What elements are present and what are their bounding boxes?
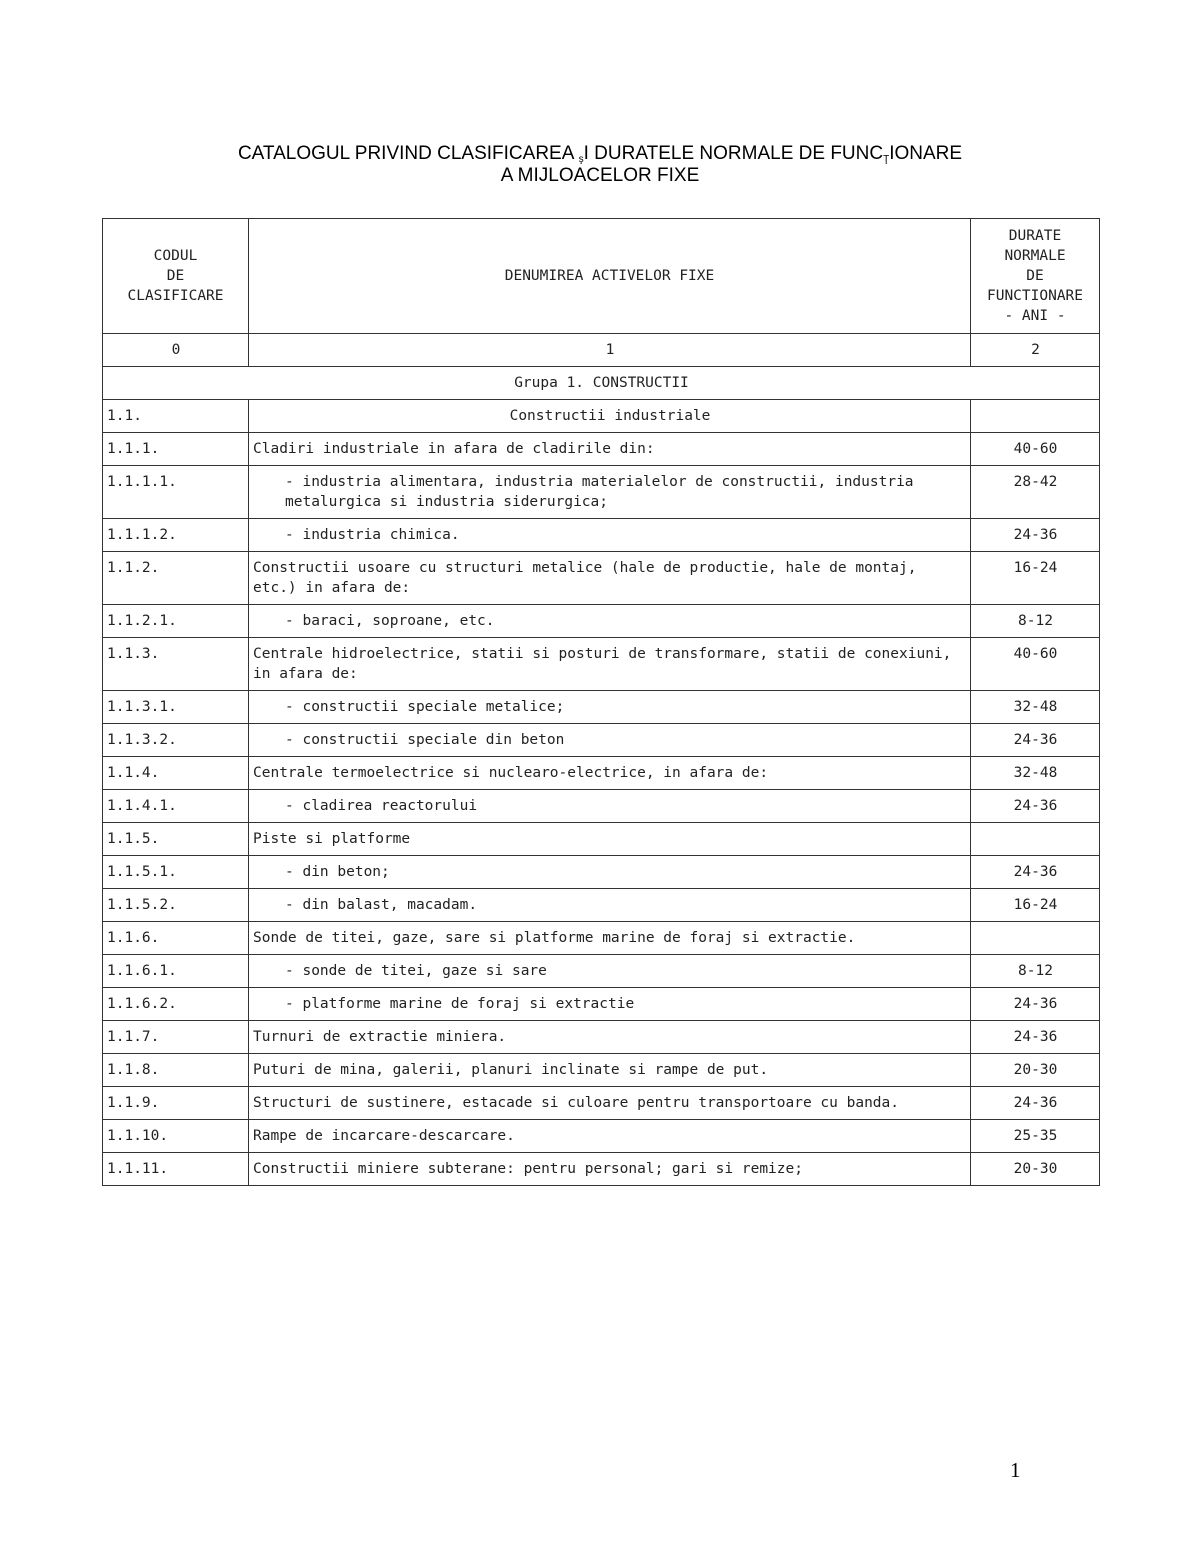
title-text-c: IONARE [889, 143, 963, 164]
table-header-row [103, 219, 1100, 334]
row-years-text: 24-36 [1013, 1029, 1058, 1045]
table-row [103, 552, 1100, 605]
row-name [249, 605, 971, 638]
table-row [103, 519, 1100, 552]
row-years [971, 889, 1100, 922]
row-years-text: 28-42 [1013, 474, 1058, 490]
row-name [249, 724, 971, 757]
row-years-text: 24-36 [1013, 798, 1058, 814]
classification-table [102, 218, 1100, 1186]
row-code [103, 400, 249, 433]
table-row [103, 922, 1100, 955]
row-name-text: - industria alimentara, industria materialelor de constructii, industria metalurgica si industria siderurgica; [285, 474, 923, 510]
row-years [971, 1021, 1100, 1054]
row-code [103, 790, 249, 823]
row-code [103, 552, 249, 605]
row-code-text: 1.1.2.1. [107, 613, 177, 629]
row-name-text: Constructii miniere subterane: pentru personal; gari si remize; [253, 1161, 803, 1177]
row-name [249, 757, 971, 790]
row-name-text: Sonde de titei, gaze, sare si platforme marine de foraj si extractie. [253, 930, 856, 946]
row-years [971, 988, 1100, 1021]
row-code-text: 1.1.3.1. [107, 699, 177, 715]
row-name [249, 823, 971, 856]
row-code-text: 1.1.4.1. [107, 798, 177, 814]
row-name [249, 1153, 971, 1186]
group-row [103, 367, 1100, 400]
row-code [103, 519, 249, 552]
table-row [103, 988, 1100, 1021]
row-years [971, 691, 1100, 724]
row-name [249, 691, 971, 724]
row-years [971, 466, 1100, 519]
row-name-text: Rampe de incarcare-descarcare. [253, 1128, 515, 1144]
row-name [249, 1054, 971, 1087]
table-row [103, 724, 1100, 757]
row-name-text: - din balast, macadam. [285, 897, 478, 913]
row-years [971, 1054, 1100, 1087]
row-code [103, 1120, 249, 1153]
table-row [103, 757, 1100, 790]
row-years-text: 24-36 [1013, 996, 1058, 1012]
row-years [971, 856, 1100, 889]
row-name-text: Puturi de mina, galerii, planuri inclinate si rampe de put. [253, 1062, 769, 1078]
row-years-text: 24-36 [1013, 1095, 1058, 1111]
row-code [103, 1153, 249, 1186]
row-name [249, 638, 971, 691]
table-row [103, 433, 1100, 466]
table-row [103, 823, 1100, 856]
row-years [971, 519, 1100, 552]
row-code-text: 1.1.6.2. [107, 996, 177, 1012]
row-code-text: 1.1.8. [107, 1062, 160, 1078]
row-years [971, 1087, 1100, 1120]
row-name-text: Constructii usoare cu structuri metalice (hale de productie, hale de montaj, etc.) in afara de: [253, 560, 926, 596]
row-code-text: 1.1.11. [107, 1161, 169, 1177]
row-name-text: - sonde de titei, gaze si sare [285, 963, 547, 979]
row-name [249, 433, 971, 466]
row-years-text: 24-36 [1013, 527, 1058, 543]
row-name [249, 955, 971, 988]
row-code-text: 1.1.5. [107, 831, 160, 847]
row-name-text: Piste si platforme [253, 831, 411, 847]
row-years [971, 724, 1100, 757]
row-years [971, 1153, 1100, 1186]
row-code-text: 1.1.1.1. [107, 474, 177, 490]
row-years [971, 433, 1100, 466]
row-name-text: - din beton; [285, 864, 390, 880]
row-name-text: Structuri de sustinere, estacade si culoare pentru transportoare cu banda. [253, 1095, 900, 1111]
row-code-text: 1.1.2. [107, 560, 160, 576]
group-title: Grupa 1. CONSTRUCTII [103, 367, 1100, 400]
row-name-text: Cladiri industriale in afara de cladirile din: [253, 441, 655, 457]
table-row [103, 605, 1100, 638]
table-row [103, 1153, 1100, 1186]
row-name [249, 1021, 971, 1054]
row-name [249, 1120, 971, 1153]
table-row [103, 790, 1100, 823]
table-row [103, 466, 1100, 519]
row-years-text: 24-36 [1013, 732, 1058, 748]
table-row [103, 1087, 1100, 1120]
row-name-text: Constructii industriale [509, 408, 711, 424]
row-years-text: 20-30 [1013, 1161, 1058, 1177]
row-years-text: 16-24 [1013, 897, 1058, 913]
row-code-text: 1.1.1. [107, 441, 160, 457]
row-years [971, 922, 1100, 955]
row-name-text: - cladirea reactorului [285, 798, 478, 814]
row-name [249, 400, 971, 433]
row-code-text: 1.1.3.2. [107, 732, 177, 748]
row-code [103, 889, 249, 922]
row-name-text: - constructii speciale metalice; [285, 699, 565, 715]
row-name [249, 889, 971, 922]
header-name: DENUMIREA ACTIVELOR FIXE [249, 219, 971, 334]
row-code [103, 724, 249, 757]
row-name [249, 1087, 971, 1120]
table-row [103, 400, 1100, 433]
row-years [971, 757, 1100, 790]
row-code [103, 638, 249, 691]
header-duration: DURATE NORMALE DE FUNCTIONARE - ANI - [971, 219, 1100, 334]
row-years [971, 790, 1100, 823]
row-code [103, 1021, 249, 1054]
row-code [103, 988, 249, 1021]
page-number: 1 [1010, 1458, 1021, 1482]
row-code-text: 1.1.9. [107, 1095, 160, 1111]
row-code-text: 1.1.5.1. [107, 864, 177, 880]
row-code [103, 1087, 249, 1120]
row-name-text: Centrale hidroelectrice, statii si posturi de transformare, statii de conexiuni, in afara de: [253, 646, 961, 682]
row-code-text: 1.1.6. [107, 930, 160, 946]
row-code-text: 1.1.10. [107, 1128, 169, 1144]
row-years [971, 1120, 1100, 1153]
row-code [103, 466, 249, 519]
row-code [103, 955, 249, 988]
row-years-text: 16-24 [1013, 560, 1058, 576]
row-code [103, 1054, 249, 1087]
row-name-text: - constructii speciale din beton [285, 732, 565, 748]
column-number-1: 1 [249, 334, 971, 367]
row-years-text: 8-12 [1018, 613, 1053, 629]
table-row [103, 691, 1100, 724]
row-years-text: 25-35 [1013, 1128, 1058, 1144]
row-name [249, 790, 971, 823]
row-years [971, 400, 1100, 433]
title-text-b: I DURATELE NORMALE DE FUNC [583, 143, 884, 164]
row-years-text: 20-30 [1013, 1062, 1058, 1078]
document-title-line2: A MIJLOACELOR FIXE [500, 165, 700, 186]
row-code [103, 856, 249, 889]
row-years [971, 823, 1100, 856]
row-name [249, 552, 971, 605]
table-row [103, 1054, 1100, 1087]
row-name [249, 856, 971, 889]
column-number-row [103, 334, 1100, 367]
table-row [103, 889, 1100, 922]
row-name-text: - platforme marine de foraj si extractie [285, 996, 635, 1012]
row-name [249, 922, 971, 955]
row-code-text: 1.1.6.1. [107, 963, 177, 979]
title-text-s: ş [578, 154, 584, 165]
row-years-text: 32-48 [1013, 765, 1058, 781]
row-code-text: 1.1. [107, 408, 142, 424]
row-name-text: - industria chimica. [285, 527, 460, 543]
row-code-text: 1.1.4. [107, 765, 160, 781]
table-row [103, 1021, 1100, 1054]
row-years-text: 24-36 [1013, 864, 1058, 880]
row-code [103, 757, 249, 790]
row-code-text: 1.1.1.2. [107, 527, 177, 543]
row-years [971, 605, 1100, 638]
row-years [971, 552, 1100, 605]
row-code-text: 1.1.3. [107, 646, 160, 662]
table-row [103, 638, 1100, 691]
header-code: CODUL DE CLASIFICARE [103, 219, 249, 334]
row-years-text: 40-60 [1013, 441, 1058, 457]
row-code [103, 922, 249, 955]
row-name-text: - baraci, soproane, etc. [285, 613, 495, 629]
row-code [103, 691, 249, 724]
row-years-text: 8-12 [1018, 963, 1053, 979]
title-text-a: CATALOGUL PRIVIND CLASIFICAREA [237, 143, 574, 164]
row-name [249, 466, 971, 519]
row-years [971, 638, 1100, 691]
column-number-2: 2 [971, 334, 1100, 367]
column-number-0: 0 [103, 334, 249, 367]
table-row [103, 955, 1100, 988]
row-years-text: 40-60 [1013, 646, 1058, 662]
row-code [103, 433, 249, 466]
table-row [103, 856, 1100, 889]
row-years-text: 32-48 [1013, 699, 1058, 715]
row-name [249, 988, 971, 1021]
row-name [249, 519, 971, 552]
row-name-text: Centrale termoelectrice si nuclearo-electrice, in afara de: [253, 765, 769, 781]
row-code-text: 1.1.5.2. [107, 897, 177, 913]
row-name-text: Turnuri de extractie miniera. [253, 1029, 507, 1045]
row-code [103, 823, 249, 856]
row-code [103, 605, 249, 638]
table-row [103, 1120, 1100, 1153]
row-code-text: 1.1.7. [107, 1029, 160, 1045]
title-text-t: Ţ [883, 154, 890, 165]
row-years [971, 955, 1100, 988]
